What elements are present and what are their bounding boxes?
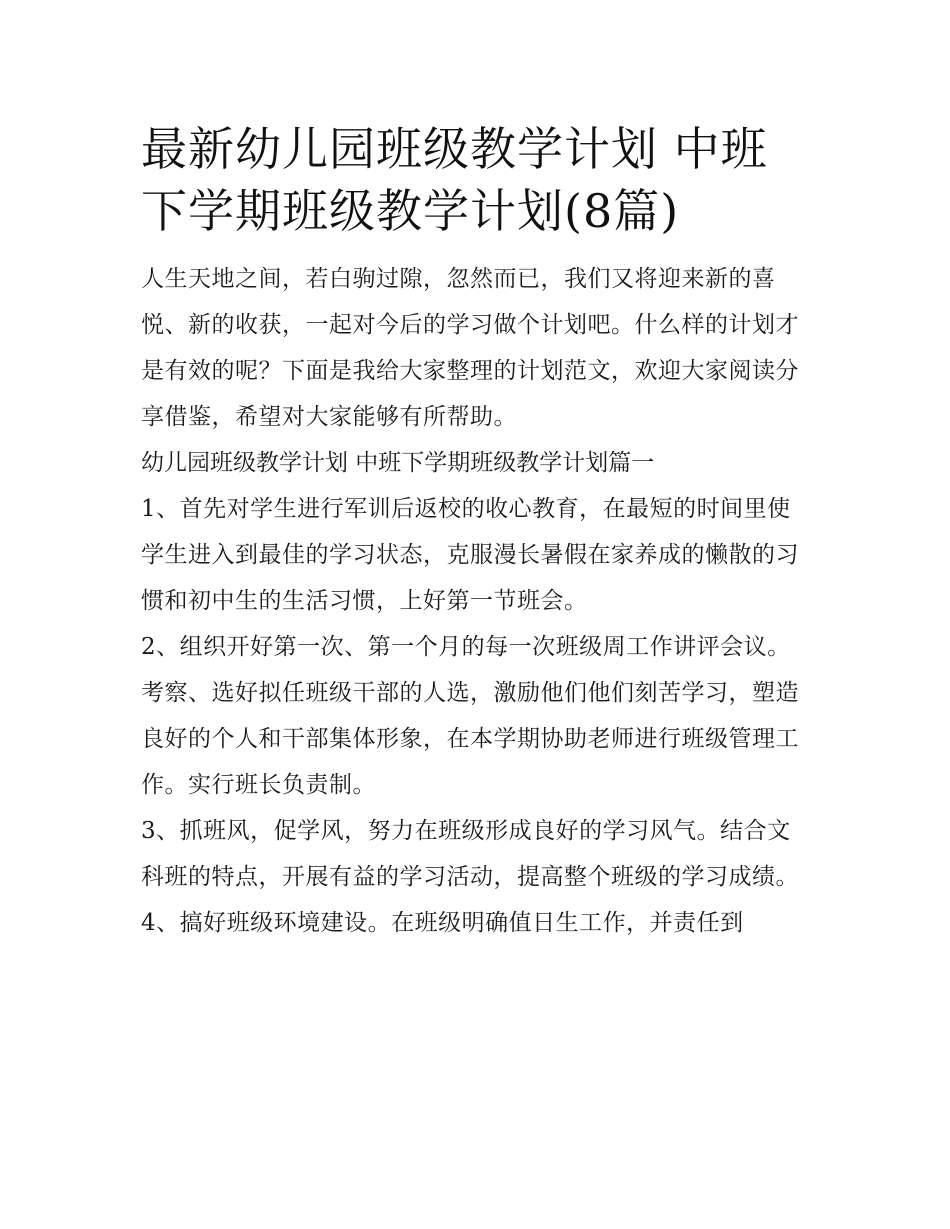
list-item: 4、搞好班级环境建设。在班级明确值日生工作，并责任到 — [141, 910, 744, 936]
document-title: 最新幼儿园班级教学计划 中班下学期班级教学计划(8篇) — [141, 122, 768, 238]
intro-paragraph: 人生天地之间，若白驹过隙，忽然而已，我们又将迎来新的喜悦、新的收获，一起对今后的学习做个计划吧。什么样的计划才是有效的呢？下面是我给大家整理的计划范文，欢迎大家阅读分享借鉴，希望对大家能够有所帮助。 — [141, 266, 799, 430]
section-heading: 幼儿园班级教学计划 中班下学期班级教学计划篇一 — [141, 450, 655, 476]
list-item: 3、抓班风，促学风，努力在班级形成良好的学习风气。结合文科班的特点，开展有益的学习活动，提高整个班级的学习成绩。 — [141, 818, 799, 890]
document-body — [141, 118, 813, 946]
list-item: 2、组织开好第一次、第一个月的每一次班级周工作讲评会议。考察、选好拟任班级干部的人选，激励他们他们刻苦学习，塑造良好的个人和干部集体形象，在本学期协助老师进行班级管理工作。实行班长负责制。 — [141, 634, 799, 798]
list-item: 1、首先对学生进行军训后返校的收心教育，在最短的时间里使学生进入到最佳的学习状态，克服漫长暑假在家养成的懒散的习惯和初中生的生活习惯，上好第一节班会。 — [141, 496, 799, 614]
